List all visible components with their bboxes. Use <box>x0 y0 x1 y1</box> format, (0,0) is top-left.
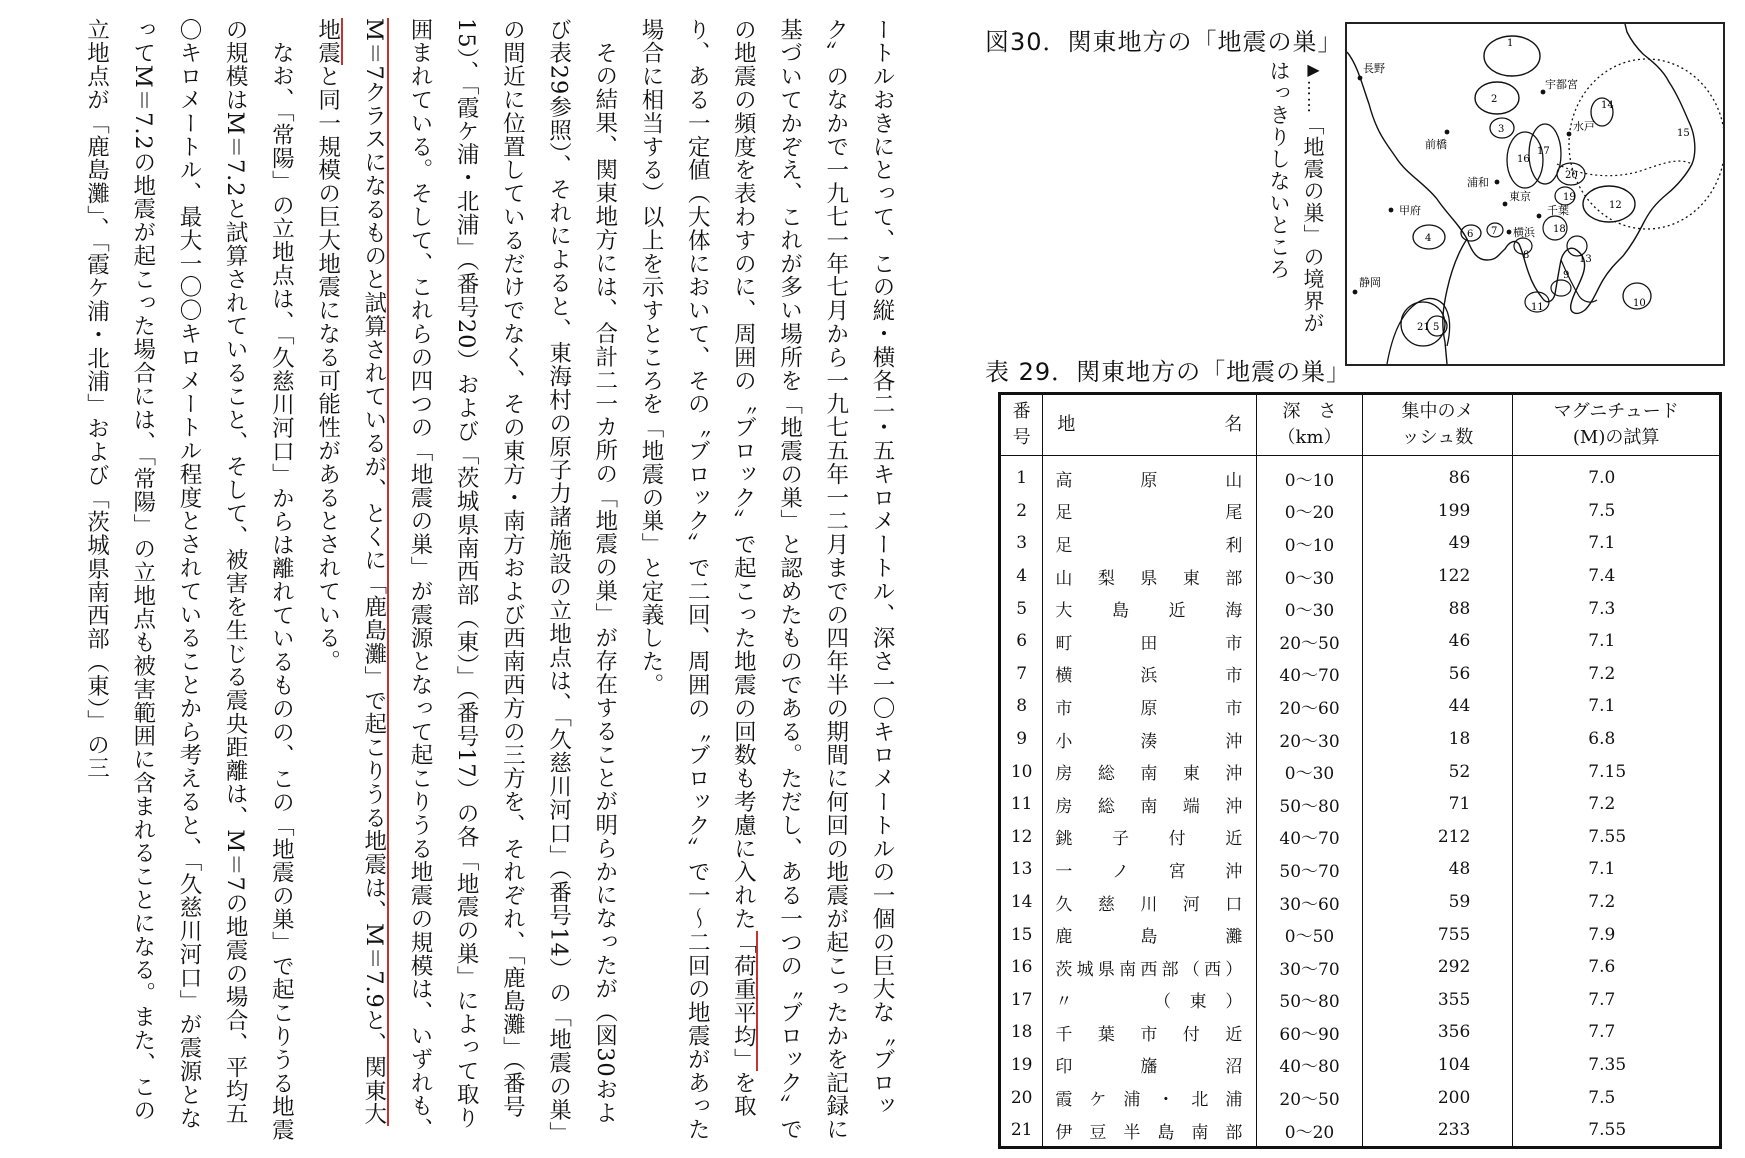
row-mesh-count: 86 <box>1362 456 1513 495</box>
row-place-name: 小湊沖 <box>1043 723 1257 756</box>
row-number: 10 <box>1000 755 1043 788</box>
row-depth: 50～80 <box>1257 788 1362 821</box>
zone-number-label: 17 <box>1537 146 1550 157</box>
row-magnitude: 7.2 <box>1513 788 1721 821</box>
zone-number-label: 7 <box>1491 226 1498 237</box>
zone-number-label: 16 <box>1517 154 1530 165</box>
row-depth: 0～30 <box>1257 755 1362 788</box>
table-row <box>1000 788 1721 821</box>
header-magnitude <box>1513 394 1721 456</box>
row-depth: 40～80 <box>1257 1049 1362 1082</box>
zone-number-label: 19 <box>1563 192 1576 203</box>
row-number: 9 <box>1000 723 1043 756</box>
city-dot-mito <box>1567 132 1572 137</box>
kanto-earthquake-nest-map <box>1345 22 1725 366</box>
table-row <box>1000 527 1721 560</box>
zone-number-label: 10 <box>1633 298 1646 309</box>
zone-number-label: 21 <box>1417 322 1430 333</box>
row-place-name: 伊豆半島南部 <box>1043 1114 1257 1148</box>
paragraph <box>628 18 905 1143</box>
row-number: 13 <box>1000 853 1043 886</box>
row-magnitude: 7.5 <box>1513 495 1721 528</box>
header-name-left: 地 <box>1057 414 1076 435</box>
row-mesh-count: 356 <box>1362 1016 1513 1049</box>
city-label: 東京 <box>1509 190 1531 203</box>
legend-text: 「地震の巣」の境界がはっきりしないところ <box>1267 60 1325 334</box>
row-place-name: 高原山 <box>1043 456 1257 495</box>
row-depth: 40～70 <box>1257 658 1362 691</box>
row-mesh-count: 88 <box>1362 592 1513 625</box>
text-run: その結果、関東地方には、合計二一カ所の「地震の巣」が存在することが明らかになったが（図30および表29参照）、それによると、東海村の原子力諸施設の立地点は、「久慈川河口」（番号14）の「地震の巣」の間近に位置しているだけでなく、その東方・南方および西南西方の三方を、それぞれ、「鹿島灘」（番号15）、「霞ケ浦・北浦」（番号20）および「茨城県南西部（東）」（番号17）の各「地震の巣」によって取り囲まれている。そして、これらの四つの「地震の巣」が震源となって起こりうる地震の規模は、いずれも、 <box>406 18 618 1142</box>
row-number: 4 <box>1000 560 1043 593</box>
row-magnitude: 7.6 <box>1513 951 1721 984</box>
row-magnitude: 7.15 <box>1513 755 1721 788</box>
row-depth: 0～20 <box>1257 1114 1362 1148</box>
city-label: 甲府 <box>1399 204 1421 217</box>
coast-south <box>1443 239 1467 364</box>
city-dot-yokohama <box>1507 230 1512 235</box>
row-depth: 20～60 <box>1257 690 1362 723</box>
city-dot-tokyo <box>1503 202 1508 207</box>
header-depth <box>1257 394 1362 456</box>
table-title: 表 29．関東地方の「地震の巣」 <box>985 358 1352 386</box>
row-mesh-count: 59 <box>1362 886 1513 919</box>
row-number: 7 <box>1000 658 1043 691</box>
row-place-name: 鹿島灘 <box>1043 918 1257 951</box>
table-header-row <box>1000 394 1721 456</box>
table-row <box>1000 690 1721 723</box>
table-row <box>1000 918 1721 951</box>
row-place-name: 横浜市 <box>1043 658 1257 691</box>
row-magnitude: 7.3 <box>1513 592 1721 625</box>
row-depth: 20～30 <box>1257 723 1362 756</box>
row-mesh-count: 52 <box>1362 755 1513 788</box>
row-magnitude: 7.1 <box>1513 527 1721 560</box>
row-place-name: 茨城県南西部（西） <box>1043 951 1257 984</box>
text-run: なお、「常陽」の立地点は、「久慈川河口」からは離れているものの、この「地震の巣」で起こりうる地震の規模はM＝7.2と試算されていること、そして、被害を生じる震央距離は、M＝7の地震の場合、平均五〇キロメートル、最大一〇〇キロメートル程度とされていることから考えると、「久慈川河口」が震源となってM＝7.2の地震が起こった場合には、「常陽」の立地点も被害範囲に含まれることになる。また、この立地点が「鹿島灘」、「霞ケ浦・北浦」および「茨城県南西部（東）」の三 <box>83 18 295 1142</box>
row-mesh-count: 56 <box>1362 658 1513 691</box>
row-mesh-count: 122 <box>1362 560 1513 593</box>
zone-number-label: 13 <box>1579 254 1592 265</box>
city-dot-chiba <box>1537 214 1542 219</box>
row-place-name: 足尾 <box>1043 495 1257 528</box>
text-run: ートルおきにとって、この縦・横各二・五キロメートル、深さ一〇キロメートルの一個の巨大な〝ブロック〟のなかで一九七一年七月から一九七五年一二月までの四年半の期間に何回の地震が起こったかを記録に基づいてかぞえ、これが多い場所を「地震の巣」と認めたものである。ただし、ある一つの〝ブロック〟での地震の頻度を表わすのに、周囲の〝ブロック〟で起こった地震の回数も考慮に入れた <box>730 18 895 1142</box>
header-depth-line2: （km） <box>1277 427 1342 448</box>
row-magnitude: 7.35 <box>1513 1049 1721 1082</box>
row-place-name: 久慈川河口 <box>1043 886 1257 919</box>
row-mesh-count: 355 <box>1362 984 1513 1017</box>
table-row <box>1000 723 1721 756</box>
header-mag-line1: マグニチュード <box>1553 401 1679 422</box>
map-svg <box>1347 24 1723 364</box>
row-place-name: 〃 （東） <box>1043 984 1257 1017</box>
row-number: 1 <box>1000 456 1043 495</box>
figure-title: 図30．関東地方の「地震の巣」 <box>985 28 1343 56</box>
body-text <box>0 18 905 1143</box>
header-name <box>1043 394 1257 456</box>
table-row <box>1000 1114 1721 1148</box>
row-mesh-count: 46 <box>1362 625 1513 658</box>
table-row <box>1000 625 1721 658</box>
header-number-line1: 番 <box>1012 401 1031 422</box>
row-place-name: 房総南端沖 <box>1043 788 1257 821</box>
city-dot-nagano <box>1358 76 1363 81</box>
row-magnitude: 7.7 <box>1513 984 1721 1017</box>
row-place-name: 大島近海 <box>1043 592 1257 625</box>
city-labels <box>1359 62 1595 289</box>
header-mesh-line2: ッシュ数 <box>1401 427 1474 448</box>
row-number: 17 <box>1000 984 1043 1017</box>
row-mesh-count: 71 <box>1362 788 1513 821</box>
row-number: 16 <box>1000 951 1043 984</box>
row-depth: 40～70 <box>1257 821 1362 854</box>
zone-number-label: 5 <box>1433 322 1440 333</box>
text-run: と同一規模の巨大地震になる可能性があるとされている。 <box>314 64 341 674</box>
row-number: 12 <box>1000 821 1043 854</box>
row-place-name: 霞ケ浦・北浦 <box>1043 1081 1257 1114</box>
row-place-name: 山梨県東部 <box>1043 560 1257 593</box>
row-depth: 30～70 <box>1257 951 1362 984</box>
row-mesh-count: 200 <box>1362 1081 1513 1114</box>
row-mesh-count: 755 <box>1362 918 1513 951</box>
highlighted-phrase: M＝7クラスになるものと試算されているが、とくに「鹿島灘」で起こりうる地震は、M＝7.9と、関東大地震 <box>314 18 387 1126</box>
header-mesh <box>1362 394 1513 456</box>
row-mesh-count: 104 <box>1362 1049 1513 1082</box>
table-row <box>1000 560 1721 593</box>
row-depth: 30～60 <box>1257 886 1362 919</box>
zone-number-label: 12 <box>1609 200 1622 211</box>
header-mag-line2: (M)の試算 <box>1572 427 1660 448</box>
city-label: 千葉 <box>1547 204 1569 217</box>
row-place-name: 房総南東沖 <box>1043 755 1257 788</box>
row-magnitude: 7.4 <box>1513 560 1721 593</box>
table-row <box>1000 592 1721 625</box>
paragraph <box>73 18 304 1143</box>
header-number <box>1000 394 1043 456</box>
row-mesh-count: 48 <box>1362 853 1513 886</box>
row-number: 6 <box>1000 625 1043 658</box>
header-mesh-line1: 集中のメ <box>1401 401 1474 422</box>
city-dot-shizuoka <box>1353 290 1358 295</box>
table-row <box>1000 1049 1721 1082</box>
row-magnitude: 7.55 <box>1513 1114 1721 1148</box>
text-run: を取り、ある一定値（大体において、その〝ブロック〟で二回、周囲の〝ブロック〟で一～二回の地震があった場合に相当する）以上を示すところを「地震の巣」と定義した。 <box>637 18 757 1142</box>
zone-13 <box>1567 236 1587 256</box>
zone-number-label: 15 <box>1677 128 1690 139</box>
row-magnitude: 7.9 <box>1513 918 1721 951</box>
zone-15-outline <box>1569 59 1723 229</box>
row-magnitude: 7.1 <box>1513 690 1721 723</box>
city-label: 宇都宮 <box>1545 78 1578 91</box>
table-row <box>1000 495 1721 528</box>
table-row <box>1000 658 1721 691</box>
row-depth: 50～70 <box>1257 853 1362 886</box>
row-place-name: 市原市 <box>1043 690 1257 723</box>
row-number: 15 <box>1000 918 1043 951</box>
city-label: 浦和 <box>1467 176 1489 189</box>
city-label: 横浜 <box>1513 226 1535 239</box>
table-row <box>1000 984 1721 1017</box>
row-number: 19 <box>1000 1049 1043 1082</box>
row-magnitude: 7.55 <box>1513 821 1721 854</box>
row-number: 14 <box>1000 886 1043 919</box>
legend-arrow: ▶…… <box>1304 60 1323 114</box>
zone-number-label: 9 <box>1563 270 1570 281</box>
table-body <box>1000 456 1721 1148</box>
zone-number-label: 8 <box>1523 250 1530 261</box>
header-number-line2: 号 <box>1012 427 1031 448</box>
row-place-name: 千葉市付近 <box>1043 1016 1257 1049</box>
row-place-name: 足利 <box>1043 527 1257 560</box>
row-number: 18 <box>1000 1016 1043 1049</box>
table-row <box>1000 886 1721 919</box>
row-depth: 0～10 <box>1257 456 1362 495</box>
row-number: 11 <box>1000 788 1043 821</box>
city-dots <box>1353 76 1572 295</box>
row-magnitude: 7.7 <box>1513 1016 1721 1049</box>
city-label: 前橋 <box>1425 138 1447 151</box>
row-magnitude: 6.8 <box>1513 723 1721 756</box>
row-mesh-count: 233 <box>1362 1114 1513 1148</box>
row-magnitude: 7.1 <box>1513 625 1721 658</box>
zone-number-label: 20 <box>1565 170 1578 181</box>
city-dot-urawa <box>1495 180 1500 185</box>
zone-number-label: 3 <box>1498 124 1505 135</box>
row-mesh-count: 44 <box>1362 690 1513 723</box>
zone-number-label: 4 <box>1425 233 1432 244</box>
city-label: 水戸 <box>1573 120 1595 133</box>
table-row <box>1000 755 1721 788</box>
zone-number-label: 2 <box>1491 94 1498 105</box>
row-depth: 0～50 <box>1257 918 1362 951</box>
row-mesh-count: 18 <box>1362 723 1513 756</box>
row-number: 20 <box>1000 1081 1043 1114</box>
row-depth: 20～50 <box>1257 625 1362 658</box>
city-dot-maebashi <box>1445 130 1450 135</box>
table-row <box>1000 1016 1721 1049</box>
row-place-name: 印旛沼 <box>1043 1049 1257 1082</box>
map-legend-note <box>1240 60 1330 340</box>
row-number: 2 <box>1000 495 1043 528</box>
row-magnitude: 7.1 <box>1513 853 1721 886</box>
row-number: 3 <box>1000 527 1043 560</box>
row-depth: 60～90 <box>1257 1016 1362 1049</box>
table-row <box>1000 853 1721 886</box>
row-mesh-count: 199 <box>1362 495 1513 528</box>
highlighted-phrase: 「荷重平均」 <box>730 930 757 1072</box>
row-mesh-count: 212 <box>1362 821 1513 854</box>
city-label: 静岡 <box>1359 276 1381 289</box>
row-number: 21 <box>1000 1114 1043 1148</box>
row-place-name: 銚子付近 <box>1043 821 1257 854</box>
row-mesh-count: 49 <box>1362 527 1513 560</box>
city-label: 長野 <box>1363 62 1385 75</box>
zone-number-label: 18 <box>1553 224 1566 235</box>
table-row <box>1000 821 1721 854</box>
zone-number-label: 14 <box>1601 100 1614 111</box>
paragraph <box>304 18 627 1143</box>
city-dot-kofu <box>1389 208 1394 213</box>
row-place-name: 町田市 <box>1043 625 1257 658</box>
row-magnitude: 7.5 <box>1513 1081 1721 1114</box>
row-number: 8 <box>1000 690 1043 723</box>
earthquake-nest-table <box>998 392 1722 1149</box>
zone-number-label: 11 <box>1531 302 1544 313</box>
row-depth: 50～80 <box>1257 984 1362 1017</box>
row-mesh-count: 292 <box>1362 951 1513 984</box>
zone-number-label: 1 <box>1507 38 1514 49</box>
row-depth: 0～10 <box>1257 527 1362 560</box>
table-row <box>1000 951 1721 984</box>
row-depth: 0～20 <box>1257 495 1362 528</box>
row-magnitude: 7.2 <box>1513 886 1721 919</box>
row-magnitude: 7.0 <box>1513 456 1721 495</box>
row-magnitude: 7.2 <box>1513 658 1721 691</box>
row-depth: 20～50 <box>1257 1081 1362 1114</box>
row-depth: 0～30 <box>1257 560 1362 593</box>
zone-number-label: 6 <box>1467 229 1474 240</box>
row-place-name: 一ノ宮沖 <box>1043 853 1257 886</box>
zone-9 <box>1551 280 1571 296</box>
table-row <box>1000 1081 1721 1114</box>
row-depth: 0～30 <box>1257 592 1362 625</box>
header-name-right: 名 <box>1224 414 1243 435</box>
header-depth-line1: 深 さ <box>1282 401 1337 422</box>
row-number: 5 <box>1000 592 1043 625</box>
coastline <box>1347 24 1695 313</box>
table-row <box>1000 456 1721 495</box>
